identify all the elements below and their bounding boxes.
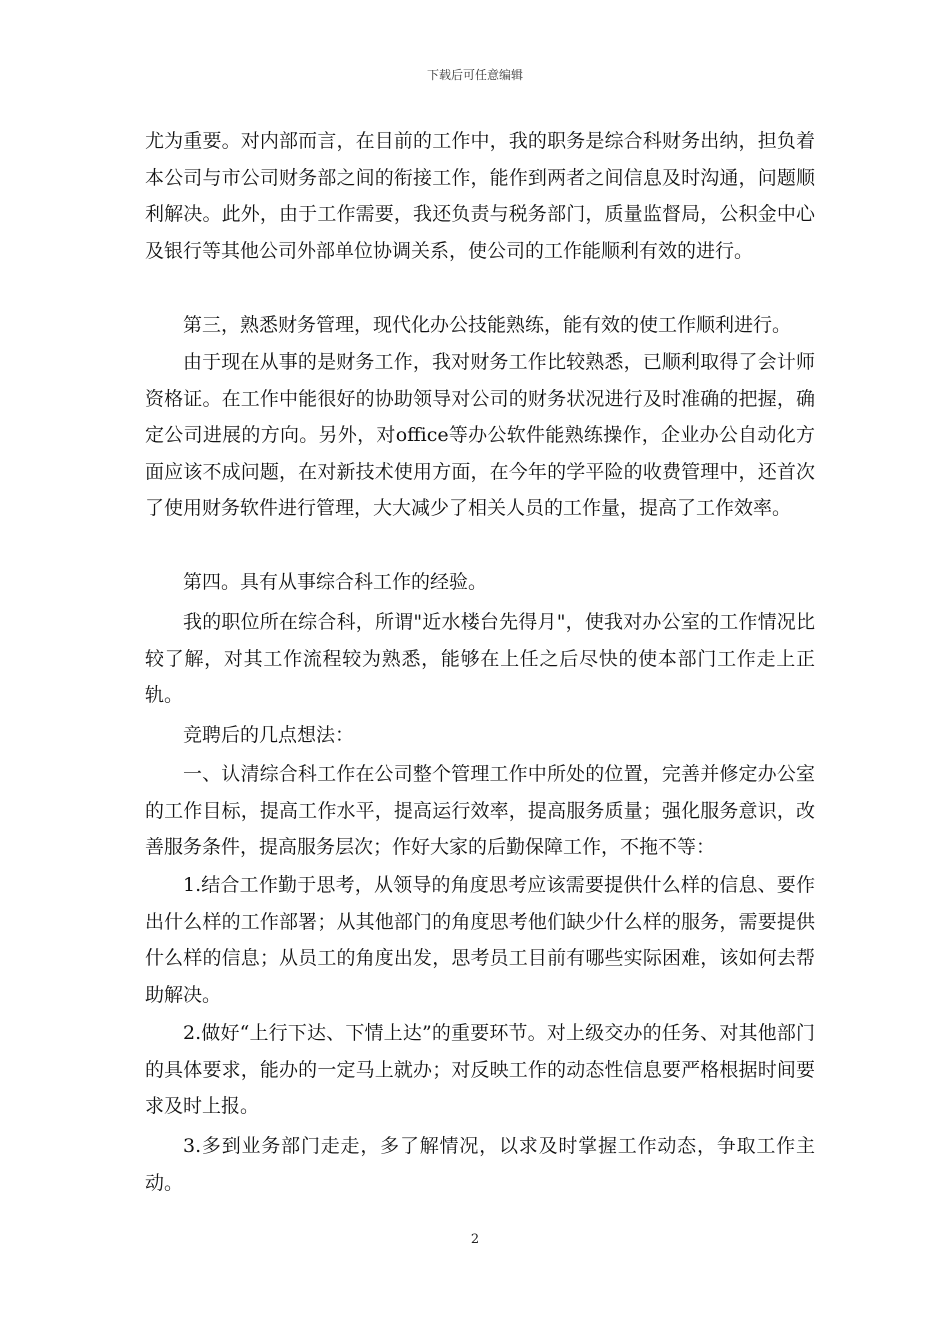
page-number: 2 [470,1232,480,1247]
page-header: 下载后可任意编辑 [426,68,523,82]
paragraph-point-four-heading: 第四。具有从事综合科工作的经验。 [183,571,488,593]
paragraph-item-one: 1.结合工作勤于思考，从领导的角度思考应该需要提供什么样的信息、要作出什么样的工作部署；从其他部门的角度思考他们缺少什么样的服务，需要提供什么样的信息；从员工的角度出发，思考员工目前有哪些实际困难，该如何去帮助解决。 [145,874,815,1006]
paragraph-continuation: 尤为重要。对内部而言，在目前的工作中，我的职务是综合科财务出纳，担负着本公司与市公司财务部之间的衔接工作，能作到两者之间信息及时沟通，问题顺利解决。此外，由于工作需要，我还负责与税务部门，质量监督局，公积金中心及银行等其他公司外部单位协调关系，使公司的工作能顺利有效的进行。 [145,130,815,262]
paragraph-finance-experience: 由于现在从事的是财务工作，我对财务工作比较熟悉，已顺利取得了会计师资格证。在工作中能很好的协助领导对公司的财务状况进行及时准确的把握，确定公司进展的方向。另外，对office等办公软件能熟练操作，企业办公自动化方面应该不成问题，在对新技术使用方面，在今年的学平险的收费管理中，还首次了使用财务软件进行管理，大大减少了相关人员的工作量，提高了工作效率。 [145,351,815,519]
paragraph-item-two: 2.做好“上行下达、下情上达”的重要环节。对上级交办的任务、对其他部门的具体要求，能办的一定马上就办；对反映工作的动态性信息要严格根据时间要求及时上报。 [145,1022,815,1117]
paragraph-office-experience: 我的职位所在综合科，所谓"近水楼台先得月"，使我对办公室的工作情况比较了解，对其工作流程较为熟悉，能够在上任之后尽快的使本部门工作走上正轨。 [145,611,815,706]
paragraph-point-three-heading: 第三，熟悉财务管理，现代化办公技能熟练，能有效的使工作顺利进行。 [183,314,792,336]
paragraph-ideas-heading: 竞聘后的几点想法： [183,724,355,746]
paragraph-idea-one: 一、认清综合科工作在公司整个管理工作中所处的位置，完善并修定办公室的工作目标，提高工作水平，提高运行效率，提高服务质量；强化服务意识，改善服务条件，提高服务层次；作好大家的后勤保障工作，不拖不等： [145,763,815,858]
paragraph-item-three: 3.多到业务部门走走，多了解情况，以求及时掌握工作动态，争取工作主动。 [145,1135,815,1194]
